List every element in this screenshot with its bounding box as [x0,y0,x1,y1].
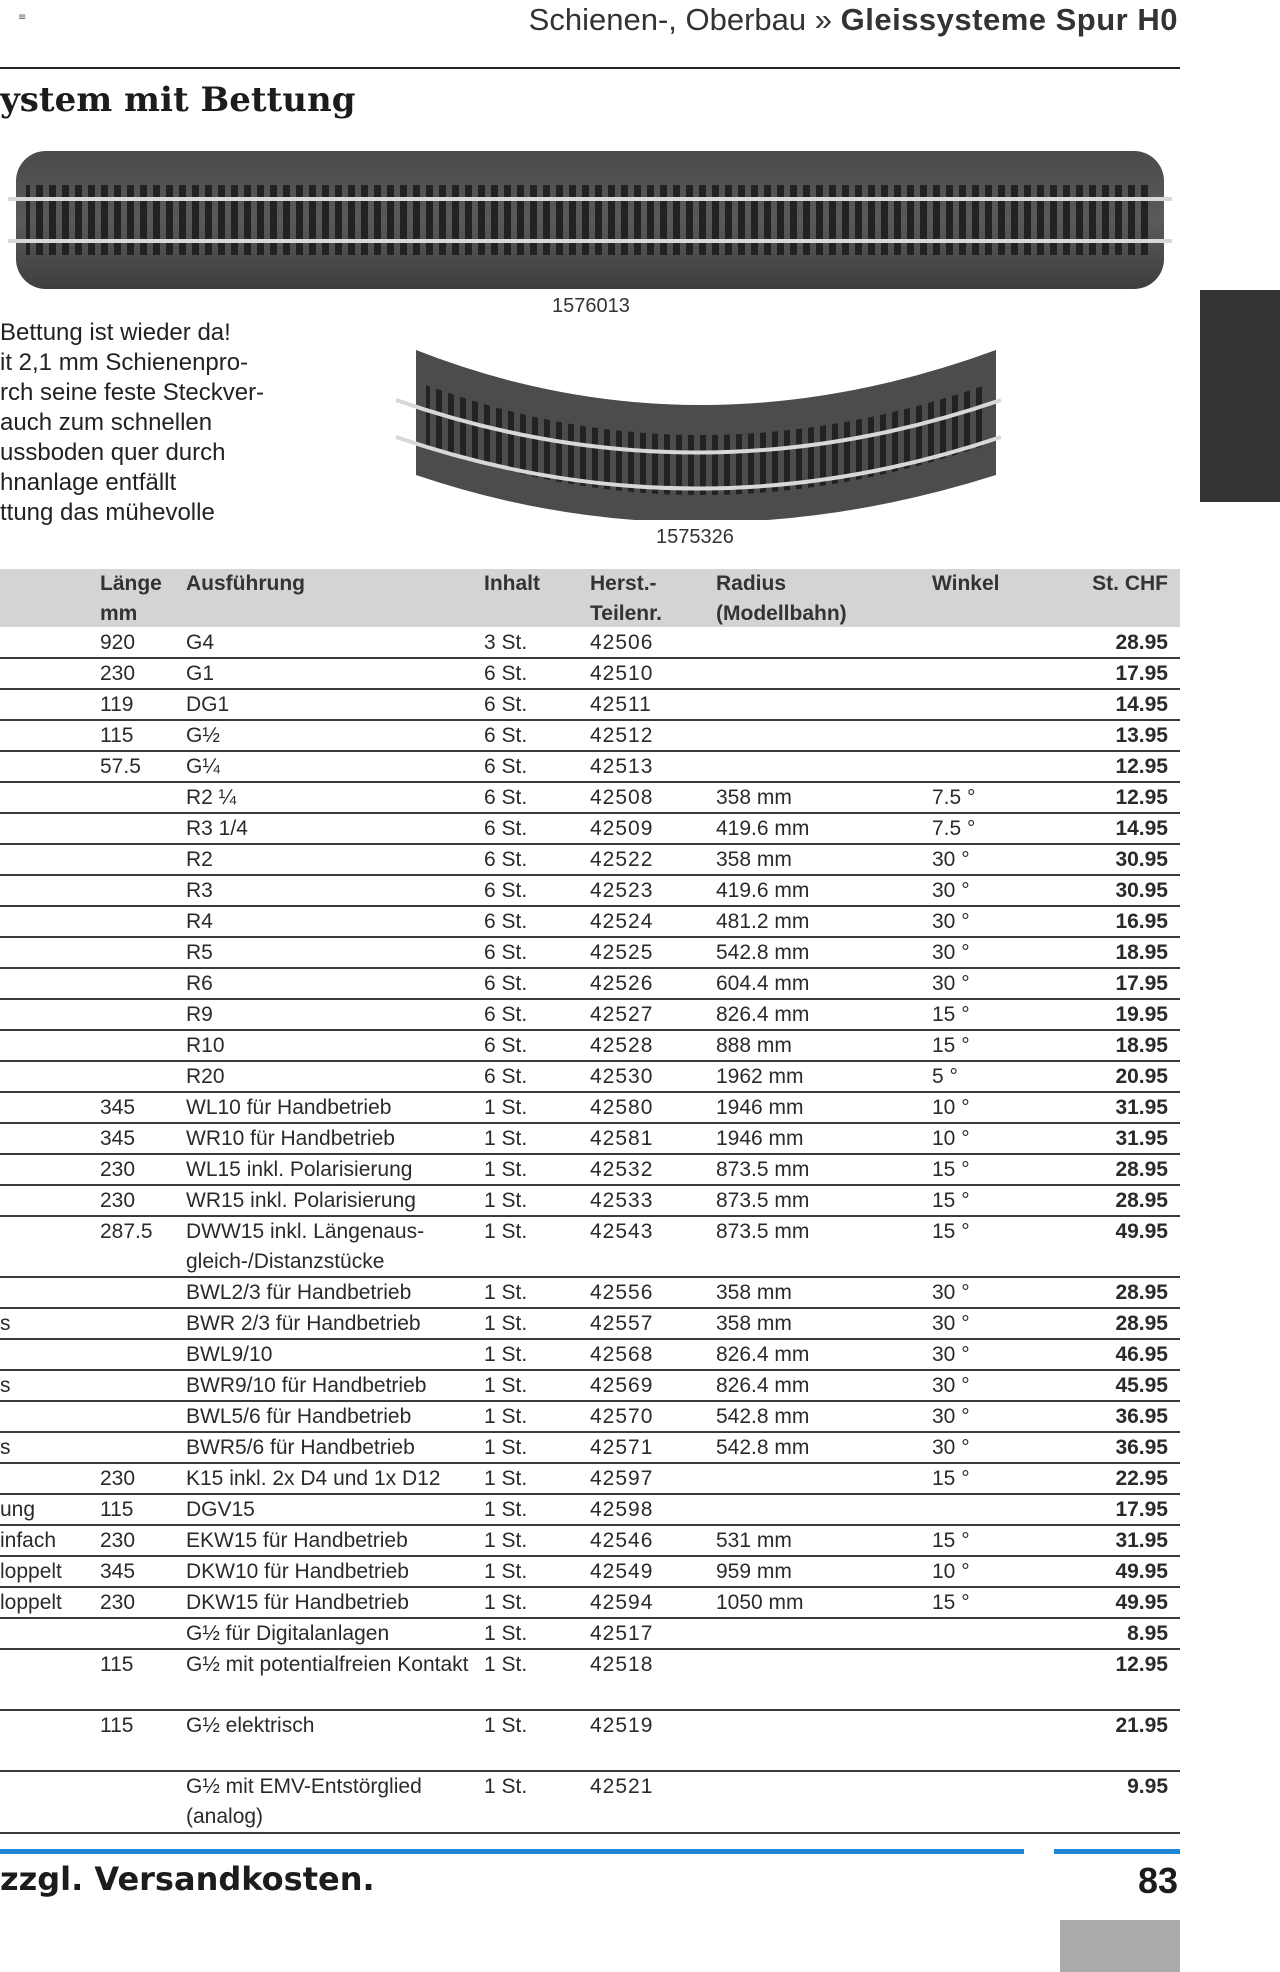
table-row [0,1650,1180,1711]
row-part-number: 42532 [590,1158,654,1181]
row-radius: 531 mm [716,1529,792,1552]
row-part-number: 42598 [590,1498,654,1521]
table-row [0,1217,1180,1278]
row-radius: 542.8 mm [716,941,810,964]
row-winkel: 7.5 ° [932,786,976,809]
intro-line: ttung das mühevolle [0,499,215,526]
chapter-tab [1200,290,1280,502]
row-radius: 358 mm [716,848,792,871]
intro-line: auch zum schnellen [0,409,213,436]
row-winkel: 30 ° [932,1405,970,1428]
straight-track-image [8,145,1172,295]
row-inhalt: 1 St. [484,1312,528,1335]
table-row [0,1619,1180,1650]
intro-line: it 2,1 mm Schienenpro- [0,349,249,376]
row-inhalt: 1 St. [484,1436,528,1459]
row-part-number: 42543 [590,1220,654,1243]
row-inhalt: 6 St. [484,1003,528,1026]
row-ausfuehrung: R5 [186,941,213,964]
row-ausfuehrung: G½ mit potentialfreien Kontakt [186,1653,469,1676]
column-header-price: St. CHF [1092,572,1168,595]
row-winkel: 15 ° [932,1591,970,1614]
page-number: 83 [1138,1860,1179,1901]
table-row [0,1433,1180,1464]
row-part-number: 42597 [590,1467,654,1490]
row-length: 230 [100,1467,136,1490]
row-length: 345 [100,1096,136,1119]
row-ausfuehrung: BWR9/10 für Handbetrieb [186,1374,427,1397]
table-row [0,721,1180,752]
row-part-number: 42580 [590,1096,654,1119]
table-row [0,876,1180,907]
row-ausfuehrung: R4 [186,910,213,933]
row-ausfuehrung: G1 [186,662,215,685]
row-price: 8.95 [1127,1622,1168,1645]
row-ausfuehrung: WL10 für Handbetrieb [186,1096,392,1119]
row-radius: 604.4 mm [716,972,810,995]
footer-accent-line [0,1849,1024,1854]
row-price: 46.95 [1115,1343,1168,1366]
row-inhalt: 1 St. [484,1529,528,1552]
row-radius: 888 mm [716,1034,792,1057]
breadcrumb-current: Gleissysteme Spur H0 [840,2,1178,37]
row-label: s [0,1312,11,1335]
breadcrumb-parent[interactable]: Schienen-, Oberbau » [528,2,832,37]
row-ausfuehrung: G½ für Digitalanlagen [186,1622,390,1645]
row-winkel: 30 ° [932,972,970,995]
row-winkel: 30 ° [932,1281,970,1304]
row-inhalt: 6 St. [484,755,528,778]
row-ausfuehrung: DKW15 für Handbetrieb [186,1591,409,1614]
row-ausfuehrung: R2 [186,848,213,871]
row-part-number: 42508 [590,786,654,809]
row-winkel: 15 ° [932,1034,970,1057]
row-ausfuehrung: WR10 für Handbetrieb [186,1127,395,1150]
row-part-number: 42570 [590,1405,654,1428]
table-row [0,1278,1180,1309]
shipping-note: zzgl. Versandkosten. [0,1860,375,1898]
row-part-number: 42557 [590,1312,654,1335]
row-radius: 419.6 mm [716,817,810,840]
row-radius: 826.4 mm [716,1374,810,1397]
row-inhalt: 1 St. [484,1560,528,1583]
row-inhalt: 6 St. [484,941,528,964]
row-ausfuehrung: R3 [186,879,213,902]
row-inhalt: 1 St. [484,1281,528,1304]
row-winkel: 30 ° [932,1343,970,1366]
row-part-number: 42571 [590,1436,654,1459]
row-price: 19.95 [1115,1003,1168,1026]
row-part-number: 42523 [590,879,654,902]
table-row [0,907,1180,938]
row-ausfuehrung: BWR 2/3 für Handbetrieb [186,1312,421,1335]
row-inhalt: 6 St. [484,910,528,933]
row-radius: 358 mm [716,1312,792,1335]
table-row [0,1340,1180,1371]
row-winkel: 30 ° [932,941,970,964]
row-price: 36.95 [1115,1405,1168,1428]
row-part-number: 42517 [590,1622,654,1645]
row-length: 230 [100,662,136,685]
row-price: 31.95 [1115,1529,1168,1552]
table-row [0,1124,1180,1155]
row-winkel: 15 ° [932,1189,970,1212]
table-row [0,659,1180,690]
row-ausfuehrung: R9 [186,1003,213,1026]
row-part-number: 42522 [590,848,654,871]
row-radius: 826.4 mm [716,1003,810,1026]
table-row [0,1495,1180,1526]
table-row [0,1031,1180,1062]
menu-icon[interactable]: ≡ [18,12,27,23]
row-price: 28.95 [1115,1158,1168,1181]
intro-text [0,318,290,528]
row-length: 345 [100,1560,136,1583]
row-price: 45.95 [1115,1374,1168,1397]
row-winkel: 30 ° [932,910,970,933]
row-price: 14.95 [1115,817,1168,840]
row-price: 30.95 [1115,848,1168,871]
row-label: loppelt [0,1591,62,1614]
row-radius: 1962 mm [716,1065,804,1088]
row-price: 12.95 [1115,786,1168,809]
table-row [0,1711,1180,1772]
row-inhalt: 1 St. [484,1127,528,1150]
row-ausfuehrung: R6 [186,972,213,995]
row-winkel: 15 ° [932,1003,970,1026]
row-ausfuehrung: R2 ¼ [186,786,237,809]
row-inhalt: 6 St. [484,724,528,747]
column-header-part-number: Herst.- Teilenr. [590,572,662,625]
table-row [0,1371,1180,1402]
row-ausfuehrung: BWL9/10 [186,1343,273,1366]
row-inhalt: 1 St. [484,1591,528,1614]
row-part-number: 42568 [590,1343,654,1366]
row-part-number: 42546 [590,1529,654,1552]
curved-track-caption: 1575326 [656,526,734,548]
row-inhalt: 1 St. [484,1189,528,1212]
row-inhalt: 6 St. [484,1065,528,1088]
row-ausfuehrung: G½ mit EMV-Entstörglied (analog) [186,1775,422,1828]
table-row [0,1464,1180,1495]
table-row [0,690,1180,721]
row-length: 115 [100,1498,134,1521]
row-radius: 1946 mm [716,1096,804,1119]
row-part-number: 42569 [590,1374,654,1397]
table-row [0,1186,1180,1217]
row-ausfuehrung: K15 inkl. 2x D4 und 1x D12 [186,1467,441,1490]
row-price: 28.95 [1115,1281,1168,1304]
row-ausfuehrung: R10 [186,1034,225,1057]
row-inhalt: 1 St. [484,1343,528,1366]
row-price: 9.95 [1127,1775,1168,1798]
row-winkel: 15 ° [932,1220,970,1243]
row-winkel: 10 ° [932,1560,970,1583]
row-ausfuehrung: BWR5/6 für Handbetrieb [186,1436,415,1459]
row-length: 119 [100,693,134,716]
row-radius: 419.6 mm [716,879,810,902]
row-radius: 542.8 mm [716,1405,810,1428]
row-part-number: 42530 [590,1065,654,1088]
row-winkel: 15 ° [932,1467,970,1490]
row-winkel: 7.5 ° [932,817,976,840]
row-part-number: 42512 [590,724,654,747]
row-radius: 959 mm [716,1560,792,1583]
row-radius: 481.2 mm [716,910,810,933]
table-row [0,1557,1180,1588]
table-row [0,1309,1180,1340]
row-length: 345 [100,1127,136,1150]
row-ausfuehrung: DG1 [186,693,230,716]
row-part-number: 42524 [590,910,654,933]
row-part-number: 42549 [590,1560,654,1583]
table-row [0,1062,1180,1093]
row-inhalt: 6 St. [484,786,528,809]
row-length: 230 [100,1189,136,1212]
intro-line: Bettung ist wieder da! [0,319,231,346]
row-part-number: 42556 [590,1281,654,1304]
row-inhalt: 6 St. [484,972,528,995]
row-price: 12.95 [1115,755,1168,778]
table-row [0,845,1180,876]
table-row [0,1772,1180,1834]
row-radius: 826.4 mm [716,1343,810,1366]
row-price: 36.95 [1115,1436,1168,1459]
header-divider [0,67,1180,69]
row-length: 57.5 [100,755,141,778]
column-header-radius: Radius (Modellbahn) [716,572,847,625]
curved-track-image [386,345,1006,520]
row-ausfuehrung: G½ elektrisch [186,1714,315,1737]
row-price: 28.95 [1115,1312,1168,1335]
row-radius: 358 mm [716,1281,792,1304]
row-length: 115 [100,724,134,747]
straight-track-caption: 1576013 [552,295,630,317]
row-radius: 358 mm [716,786,792,809]
table-row [0,1000,1180,1031]
row-label: infach [0,1529,57,1552]
row-ausfuehrung: G½ [186,724,220,747]
row-ausfuehrung: BWL2/3 für Handbetrieb [186,1281,412,1304]
row-inhalt: 6 St. [484,817,528,840]
row-inhalt: 1 St. [484,1498,528,1521]
column-header-length: Länge mm [100,572,162,625]
row-ausfuehrung: DGV15 [186,1498,255,1521]
intro-line: ussboden quer durch [0,439,226,466]
intro-line: hnanlage entfällt [0,469,177,496]
row-inhalt: 6 St. [484,662,528,685]
row-price: 17.95 [1115,662,1168,685]
row-part-number: 42511 [590,693,652,716]
row-inhalt: 3 St. [484,631,528,654]
row-part-number: 42506 [590,631,654,654]
row-inhalt: 1 St. [484,1374,528,1397]
row-length: 115 [100,1714,134,1737]
row-part-number: 42519 [590,1714,654,1737]
row-inhalt: 6 St. [484,879,528,902]
section-title: ystem mit Bettung [0,80,356,120]
row-part-number: 42528 [590,1034,654,1057]
row-inhalt: 1 St. [484,1714,528,1737]
row-part-number: 42526 [590,972,654,995]
row-part-number: 42521 [590,1775,654,1798]
table-row [0,628,1180,659]
row-part-number: 42525 [590,941,654,964]
row-price: 18.95 [1115,1034,1168,1057]
row-price: 49.95 [1115,1220,1168,1243]
row-inhalt: 1 St. [484,1158,528,1181]
row-length: 115 [100,1653,134,1676]
row-part-number: 42594 [590,1591,654,1614]
row-winkel: 15 ° [932,1158,970,1181]
row-radius: 873.5 mm [716,1189,810,1212]
row-radius: 1050 mm [716,1591,804,1614]
table-row [0,969,1180,1000]
row-inhalt: 1 St. [484,1467,528,1490]
row-inhalt: 1 St. [484,1096,528,1119]
row-winkel: 30 ° [932,1312,970,1335]
row-ausfuehrung: WR15 inkl. Polarisierung [186,1189,416,1212]
row-part-number: 42533 [590,1189,654,1212]
row-ausfuehrung: R3 1/4 [186,817,248,840]
row-part-number: 42518 [590,1653,654,1676]
row-inhalt: 1 St. [484,1622,528,1645]
table-row [0,1155,1180,1186]
row-inhalt: 6 St. [484,693,528,716]
row-inhalt: 1 St. [484,1775,528,1798]
table-row [0,1526,1180,1557]
row-ausfuehrung: WL15 inkl. Polarisierung [186,1158,413,1181]
table-row [0,814,1180,845]
row-inhalt: 6 St. [484,1034,528,1057]
footer-accent-line-right [1054,1849,1180,1854]
row-label: s [0,1436,11,1459]
row-label: s [0,1374,11,1397]
breadcrumb [529,2,1178,38]
footer-gray-block [1060,1920,1180,1972]
row-radius: 873.5 mm [716,1158,810,1181]
row-part-number: 42527 [590,1003,654,1026]
table-header [0,569,1180,627]
row-inhalt: 1 St. [484,1220,528,1243]
row-price: 31.95 [1115,1127,1168,1150]
row-length: 230 [100,1591,136,1614]
row-part-number: 42581 [590,1127,654,1150]
row-winkel: 15 ° [932,1529,970,1552]
row-price: 30.95 [1115,879,1168,902]
row-price: 28.95 [1115,631,1168,654]
row-winkel: 10 ° [932,1127,970,1150]
row-price: 20.95 [1115,1065,1168,1088]
table-row [0,1588,1180,1619]
row-radius: 542.8 mm [716,1436,810,1459]
row-price: 49.95 [1115,1591,1168,1614]
row-length: 287.5 [100,1220,153,1243]
row-inhalt: 1 St. [484,1653,528,1676]
row-price: 21.95 [1115,1714,1168,1737]
row-ausfuehrung: G¼ [186,755,220,778]
table-row [0,1093,1180,1124]
row-winkel: 30 ° [932,879,970,902]
row-length: 230 [100,1158,136,1181]
table-row [0,752,1180,783]
column-header-inhalt: Inhalt [484,572,540,595]
row-inhalt: 1 St. [484,1405,528,1428]
row-price: 17.95 [1115,1498,1168,1521]
row-price: 16.95 [1115,910,1168,933]
row-ausfuehrung: R20 [186,1065,225,1088]
row-ausfuehrung: DWW15 inkl. Längenaus-gleich-/Distanzstücke [186,1220,425,1273]
row-ausfuehrung: EKW15 für Handbetrieb [186,1529,408,1552]
row-ausfuehrung: DKW10 für Handbetrieb [186,1560,409,1583]
table-row [0,1402,1180,1433]
row-winkel: 5 ° [932,1065,958,1088]
row-winkel: 30 ° [932,848,970,871]
row-price: 31.95 [1115,1096,1168,1119]
row-price: 28.95 [1115,1189,1168,1212]
row-part-number: 42513 [590,755,654,778]
row-price: 22.95 [1115,1467,1168,1490]
intro-line: rch seine feste Steckver- [0,379,265,406]
column-header-ausfuehrung: Ausführung [186,572,305,595]
row-radius: 873.5 mm [716,1220,810,1243]
row-price: 14.95 [1115,693,1168,716]
table-row [0,938,1180,969]
row-label: ung [0,1498,36,1521]
row-ausfuehrung: G4 [186,631,215,654]
table-row [0,783,1180,814]
row-price: 49.95 [1115,1560,1168,1583]
row-length: 230 [100,1529,136,1552]
row-winkel: 10 ° [932,1096,970,1119]
row-winkel: 30 ° [932,1436,970,1459]
row-length: 920 [100,631,136,654]
row-part-number: 42509 [590,817,654,840]
row-price: 13.95 [1115,724,1168,747]
column-header-winkel: Winkel [932,572,1000,595]
row-price: 18.95 [1115,941,1168,964]
row-price: 17.95 [1115,972,1168,995]
row-inhalt: 6 St. [484,848,528,871]
row-part-number: 42510 [590,662,654,685]
row-winkel: 30 ° [932,1374,970,1397]
row-ausfuehrung: BWL5/6 für Handbetrieb [186,1405,412,1428]
row-price: 12.95 [1115,1653,1168,1676]
row-radius: 1946 mm [716,1127,804,1150]
row-label: loppelt [0,1560,62,1583]
